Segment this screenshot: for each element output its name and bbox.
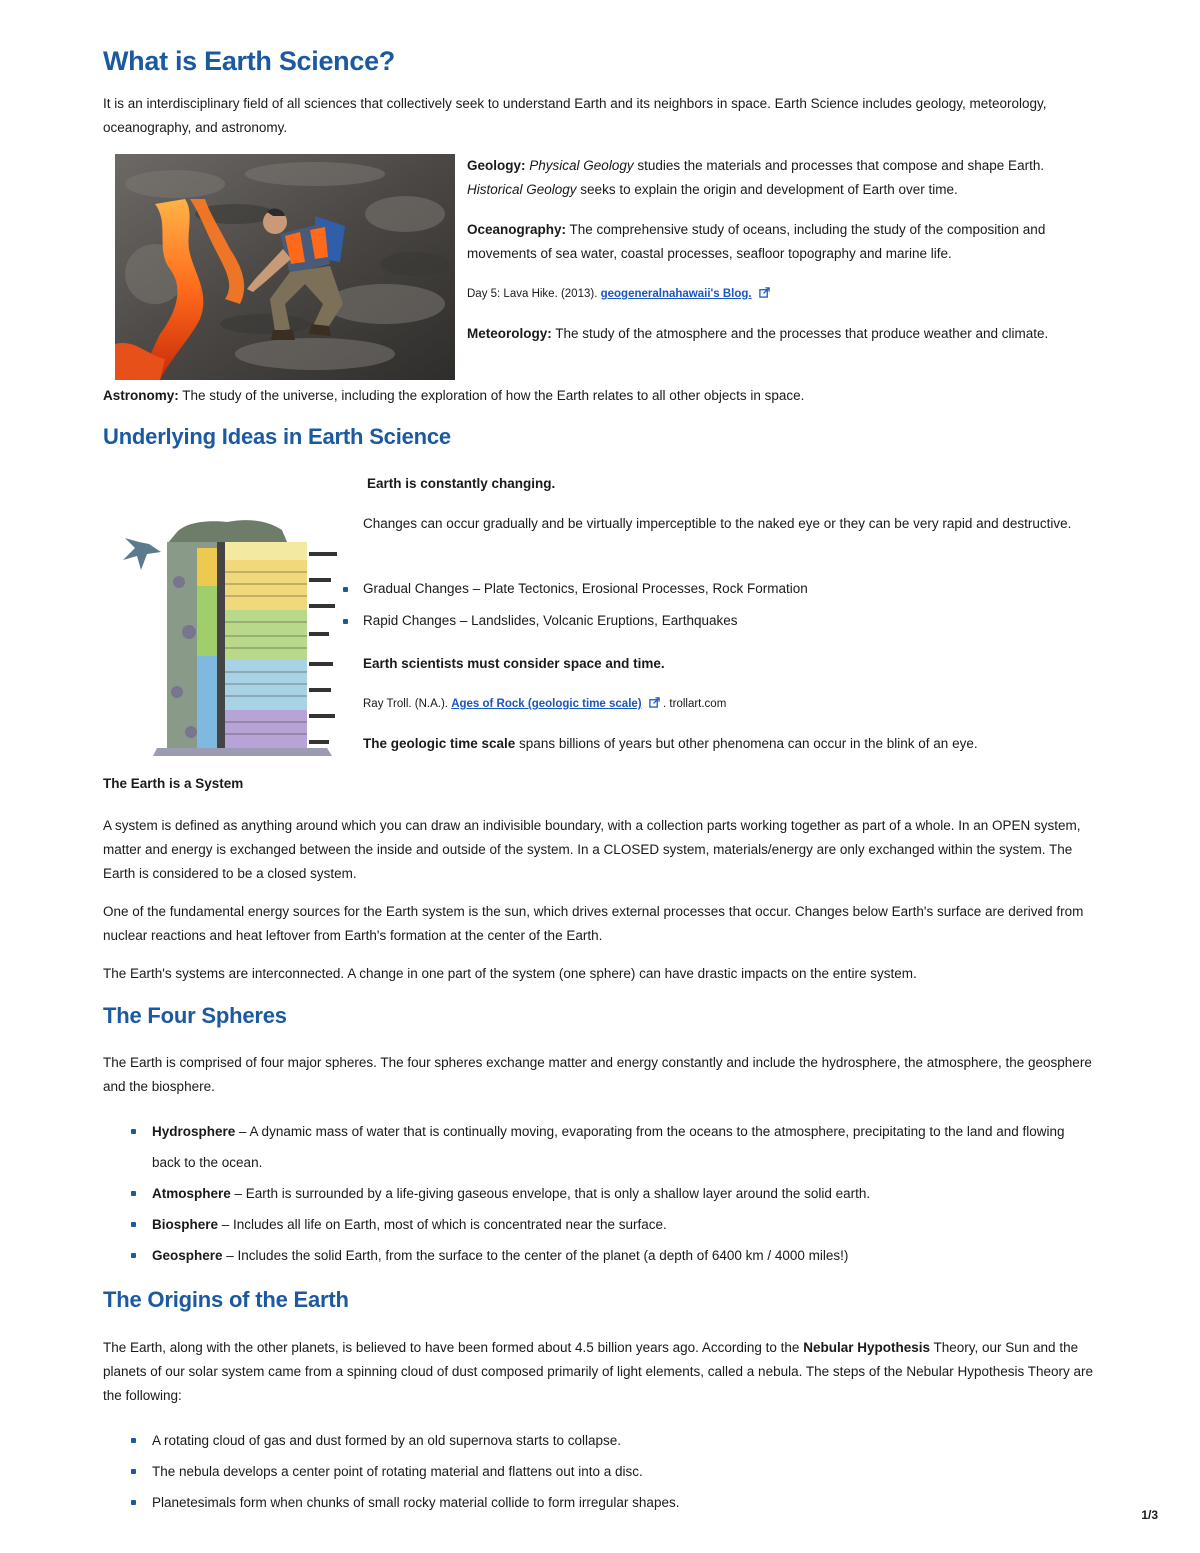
list-item: The nebula develops a center point of rotating material and flattens out into a disc. (152, 1456, 1092, 1487)
earth-system-subheading: The Earth is a System (103, 776, 244, 791)
earth-changing-text: Earth is constantly changing. (367, 476, 556, 491)
astronomy-paragraph: Astronomy: The study of the universe, including the exploration of how the Earth relates to all other objects in space. (103, 388, 805, 403)
time-scale-caption: Ray Troll. (N.A.). Ages of Rock (geologic time scale) . trollart.com (363, 698, 727, 710)
external-link-icon (759, 287, 770, 298)
list-item: Geosphere – Includes the solid Earth, from the surface to the center of the planet (a depth of 6400 km / 4000 miles!) (152, 1240, 1092, 1271)
list-item: Rapid Changes – Landslides, Volcanic Eruptions, Earthquakes (363, 609, 1097, 641)
lava-caption-link[interactable]: geogeneralnahawaii's Blog. (600, 288, 752, 300)
bullet-icon (131, 1438, 136, 1443)
lava-hike-image (115, 154, 455, 380)
bullet-icon (131, 1191, 136, 1196)
bullet-icon (131, 1129, 136, 1134)
bullet-icon (131, 1500, 136, 1505)
spheres-intro: The Earth is comprised of four major spheres. The four spheres exchange matter and energy constantly and include the hydrosphere, the atmosphere, the geosphere and the biosphere. (103, 1055, 1092, 1094)
page-title: What is Earth Science? (103, 46, 395, 76)
spheres-list (152, 1116, 1092, 1271)
bullet-icon (343, 619, 348, 624)
lava-image-caption: Day 5: Lava Hike. (2013). geogeneralnahawaii's Blog. (467, 282, 1097, 306)
underlying-ideas-heading: Underlying Ideas in Earth Science (103, 424, 451, 449)
space-time-text: Earth scientists must consider space and time. (363, 656, 665, 671)
system-paragraph-1: A system is defined as anything around which you can draw an indivisible boundary, with a collection parts working together as part of a whole. In an OPEN system, matter and energy is exchanged between the inside and outside of the system. In a CLOSED system, materials/energy are only exchanged within the system. The Earth is considered to be a closed system. (103, 818, 1081, 881)
external-link-icon (649, 697, 660, 708)
bullet-icon (343, 587, 348, 592)
list-item: Gradual Changes – Plate Tectonics, Erosional Processes, Rock Formation (363, 577, 1097, 609)
intro-paragraph: It is an interdisciplinary field of all sciences that collectively seek to understand Earth and its neighbors in space. Earth Science includes geology, meteorology, oceanography, and astronomy. (103, 96, 1047, 135)
bullet-icon (131, 1222, 136, 1227)
ages-of-rock-link[interactable]: Ages of Rock (geologic time scale) (451, 698, 642, 710)
bullet-icon (131, 1253, 136, 1258)
time-scale-paragraph: The geologic time scale spans billions of years but other phenomena can occur in the blink of an eye. (363, 736, 978, 751)
bullet-icon (131, 1469, 136, 1474)
oceanography-paragraph: Oceanography: The comprehensive study of oceans, including the study of the composition and movements of sea water, coastal processes, seafloor topography and marine life. (467, 222, 1046, 261)
list-item: Atmosphere – Earth is surrounded by a life-giving gaseous envelope, that is only a shallow layer around the solid earth. (152, 1178, 1092, 1209)
list-item: Planetesimals form when chunks of small rocky material collide to form irregular shapes. (152, 1487, 1092, 1518)
origins-heading: The Origins of the Earth (103, 1287, 349, 1312)
meteorology-paragraph: Meteorology: The study of the atmosphere and the processes that produce weather and climate. (467, 326, 1049, 341)
system-paragraph-3: The Earth's systems are interconnected. A change in one part of the system (one sphere) can have drastic impacts on the entire system. (103, 966, 917, 981)
list-item: A rotating cloud of gas and dust formed by an old supernova starts to collapse. (152, 1425, 1092, 1456)
changes-paragraph: Changes can occur gradually and be virtually imperceptible to the naked eye or they can be very rapid and destructive. (363, 516, 1072, 531)
nebular-steps-list (152, 1425, 1092, 1518)
geologic-time-scale-image (117, 512, 357, 756)
list-item: Hydrosphere – A dynamic mass of water that is continually moving, evaporating from the oceans to the atmosphere, precipitating to the land and flowing back to the ocean. (152, 1116, 1092, 1178)
changes-list (363, 577, 1097, 641)
origins-paragraph: The Earth, along with the other planets, is believed to have been formed about 4.5 billion years ago. According to the Nebular Hypothesis Theory, our Sun and the planets of our solar system came from a spinning cloud of dust composed primarily of light elements, called a nebula. The steps of the Nebular Hypothesis Theory are the following: (103, 1340, 1094, 1403)
list-item: Biosphere – Includes all life on Earth, most of which is concentrated near the surface. (152, 1209, 1092, 1240)
page-number: 1/3 (1141, 1508, 1158, 1522)
system-paragraph-2: One of the fundamental energy sources for the Earth system is the sun, which drives external processes that occur. Changes below Earth's surface are derived from nuclear reactions and heat leftover from Earth's formation at the center of the Earth. (103, 904, 1084, 943)
four-spheres-heading: The Four Spheres (103, 1003, 287, 1028)
geology-paragraph: Geology: Physical Geology studies the materials and processes that compose and shape Earth. Historical Geology seeks to explain the origin and development of Earth over time. (467, 158, 1045, 197)
